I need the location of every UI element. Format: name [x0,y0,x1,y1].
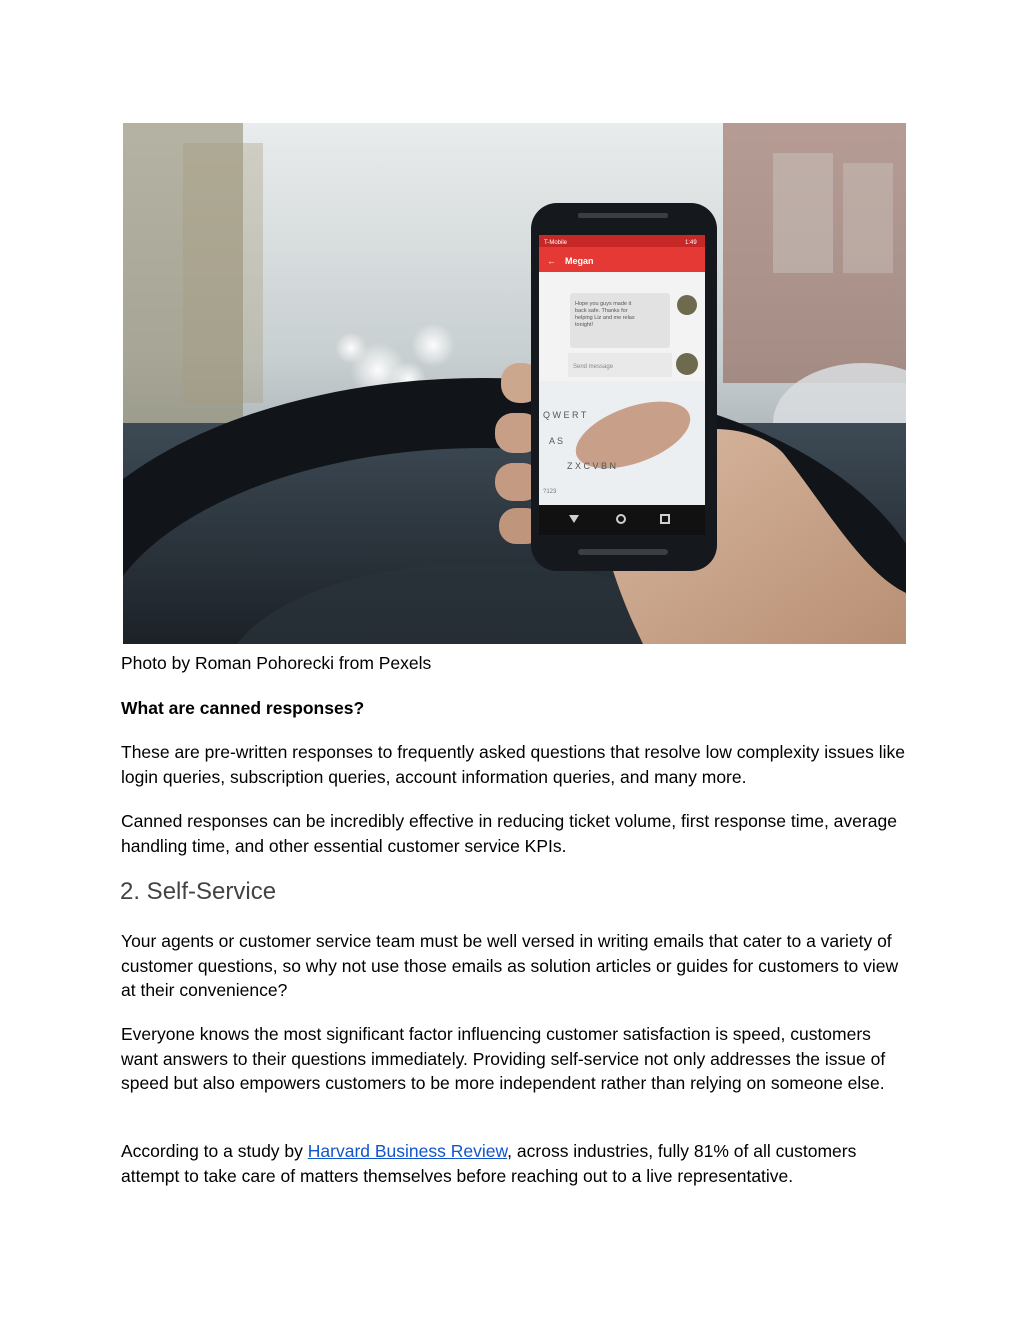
phone-message-line-3: helping Liz and me relax [575,315,635,321]
self-service-paragraph-3 [121,1139,911,1188]
canned-responses-definition: These are pre-written responses to frequently asked questions that resolve low complexity issues like login queries, subscription queries, account information queries, and many more. [121,742,905,787]
phone-message-line-2: back safe. Thanks for [575,308,628,314]
phone-keyboard-row-3: Z X C V B N [567,461,617,471]
self-service-paragraph-2: Everyone knows the most significant factor influencing customer satisfaction is speed, customers want answers to their questions immediately. Providing self-service not only addresses the issue of speed but also empowers customers to be more independent rather than relying on someone else. [121,1024,886,1093]
phone-compose-placeholder: Send message [573,364,614,370]
phone-message-line-4: tonight! [575,322,594,328]
phone-symbols-key: ?123 [543,489,557,495]
canned-responses-heading: What are canned responses? [121,698,365,718]
canned-responses-benefits: Canned responses can be incredibly effective in reducing ticket volume, first response time, average handling time, and other essential customer service KPIs. [121,811,897,856]
phone-keyboard-row-2: A S [549,436,564,446]
phone-carrier: T-Mobile [544,240,568,246]
phone-time: 1:49 [685,240,697,246]
paragraph-text-after-link: , across industries, fully 81% of all customers attempt to take care of matters themselves before reaching out to a live representative. [121,1141,857,1186]
harvard-business-review-link[interactable]: Harvard Business Review [307,1141,508,1161]
phone-back-icon: ← [547,256,556,266]
self-service-heading: 2. Self-Service [120,878,277,905]
self-service-paragraph-1: Your agents or customer service team must be well versed in writing emails that cater to a variety of customer questions, so why not use those emails as solution articles or guides for customers to view at their convenience? [121,931,899,1000]
phone-keyboard-row-1: Q W E R T [543,410,587,420]
photo-illustration [123,123,906,644]
phone-contact-name: Megan [565,256,594,266]
phone-message-line-1: Hope you guys made it [575,301,632,307]
paragraph-text-before-link: According to a study by [121,1141,308,1161]
photo-phone-while-driving [123,123,906,644]
photo-caption: Photo by Roman Pohorecki from Pexels [121,653,432,673]
